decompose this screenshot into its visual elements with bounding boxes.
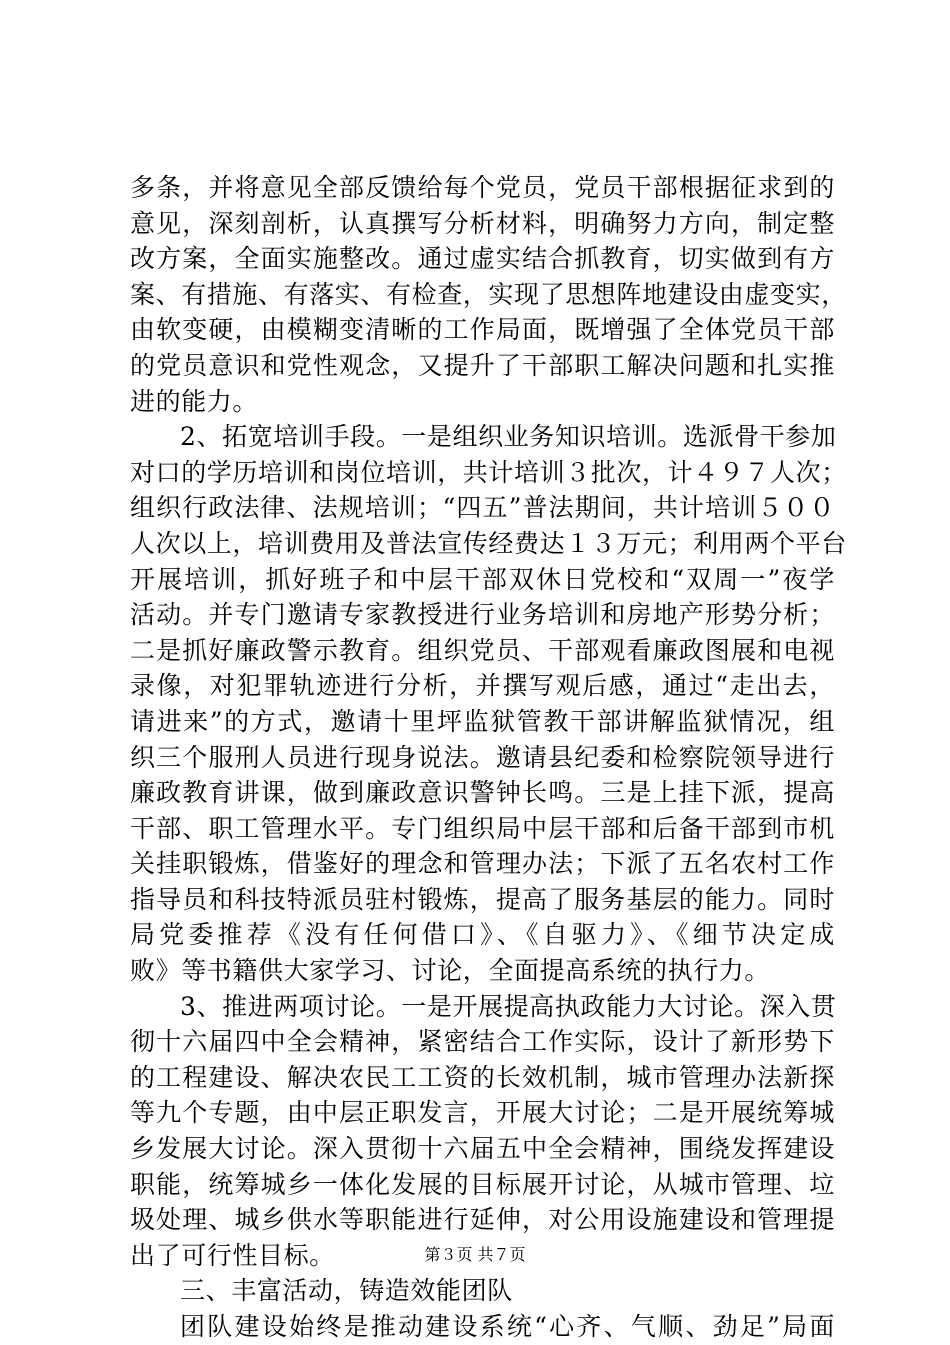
text-line: 三、丰富活动，铸造效能团队 xyxy=(180,1276,513,1306)
text-line: 关挂职锻炼，借鉴好的理念和管理办法；下派了五名农村工作 xyxy=(130,849,835,879)
text-line: 彻十六届四中全会精神，紧密结合工作实际，设计了新形势下 xyxy=(130,1027,835,1057)
text-line: 职能，统筹城乡一体化发展的目标展开讨论，从城市管理、垃 xyxy=(130,1169,835,1199)
text-line: 廉政教育讲课，做到廉政意识警钟长鸣。三是上挂下派，提高 xyxy=(130,778,835,808)
text-line: 由软变硬，由模糊变清晰的工作局面，既增强了全体党员干部 xyxy=(130,315,835,345)
text-line: 案、有措施、有落实、有检查，实现了思想阵地建设由虚变实， xyxy=(130,279,847,309)
text-line: 多条，并将意见全部反馈给每个党员，党员干部根据征求到的 xyxy=(130,173,835,202)
text-line: 3、推进两项讨论。一是开展提高执政能力大讨论。深入贯 xyxy=(180,991,837,1021)
text-line: 的党员意识和党性观念，又提升了干部职工解决问题和扎实推 xyxy=(130,350,835,380)
text-line: 意见，深刻剖析，认真撰写分析材料，明确努力方向，制定整 xyxy=(130,208,835,238)
text-line: 圾处理、城乡供水等职能进行延伸，对公用设施建设和管理提 xyxy=(130,1205,835,1235)
text-line: 败》等书籍供大家学习、讨论，全面提高系统的执行力。 xyxy=(130,956,771,986)
text-line: 活动。并专门邀请专家教授进行业务培训和房地产形势分析； xyxy=(130,600,835,630)
text-line: 录像，对犯罪轨迹进行分析，并撰写观后感，通过“走出去， xyxy=(130,671,835,701)
text-line: 二是抓好廉政警示教育。组织党员、干部观看廉政图展和电视 xyxy=(130,635,835,665)
text-line: 2、拓宽培训手段。一是组织业务知识培训。选派骨干参加 xyxy=(180,422,837,452)
text-line: 乡发展大讨论。深入贯彻十六届五中全会精神，围绕发挥建设 xyxy=(130,1134,835,1164)
text-line: 团队建设始终是推动建设系统“心齐、气顺、劲足”局面 xyxy=(180,1312,835,1341)
text-line: 人次以上，培训费用及普法宣传经费达１３万元；利用两个平台 xyxy=(130,528,847,558)
page-footer: 第３页 共７页 xyxy=(424,1245,526,1264)
text-line: 进的能力。 xyxy=(130,386,259,416)
text-line: 对口的学历培训和岗位培训，共计培训３批次，计４９７人次； xyxy=(130,457,847,487)
text-line: 开展培训，抓好班子和中层干部双休日党校和“双周一”夜学 xyxy=(130,564,835,594)
text-line: 请进来”的方式，邀请十里坪监狱管教干部讲解监狱情况，组 xyxy=(130,706,835,736)
text-line: 出了可行性目标。 xyxy=(130,1240,335,1270)
text-line: 的工程建设、解决农民工工资的长效机制，城市管理办法新探 xyxy=(130,1062,835,1092)
text-line: 改方案，全面实施整改。通过虚实结合抓教育，切实做到有方 xyxy=(130,244,835,274)
document-body xyxy=(130,170,847,1345)
text-line: 局党委推荐《没有任何借口》、《自驱力》、《细节决定成 xyxy=(130,920,835,950)
text-line: 干部、职工管理水平。专门组织局中层干部和后备干部到市机 xyxy=(130,813,835,843)
text-line: 织三个服刑人员进行现身说法。邀请县纪委和检察院领导进行 xyxy=(130,742,835,772)
text-line: 组织行政法律、法规培训；“四五”普法期间，共计培训５００ xyxy=(130,493,835,523)
text-line: 指导员和科技特派员驻村锻炼，提高了服务基层的能力。同时 xyxy=(130,884,835,914)
text-line: 等九个专题，由中层正职发言，开展大讨论；二是开展统筹城 xyxy=(130,1098,835,1128)
